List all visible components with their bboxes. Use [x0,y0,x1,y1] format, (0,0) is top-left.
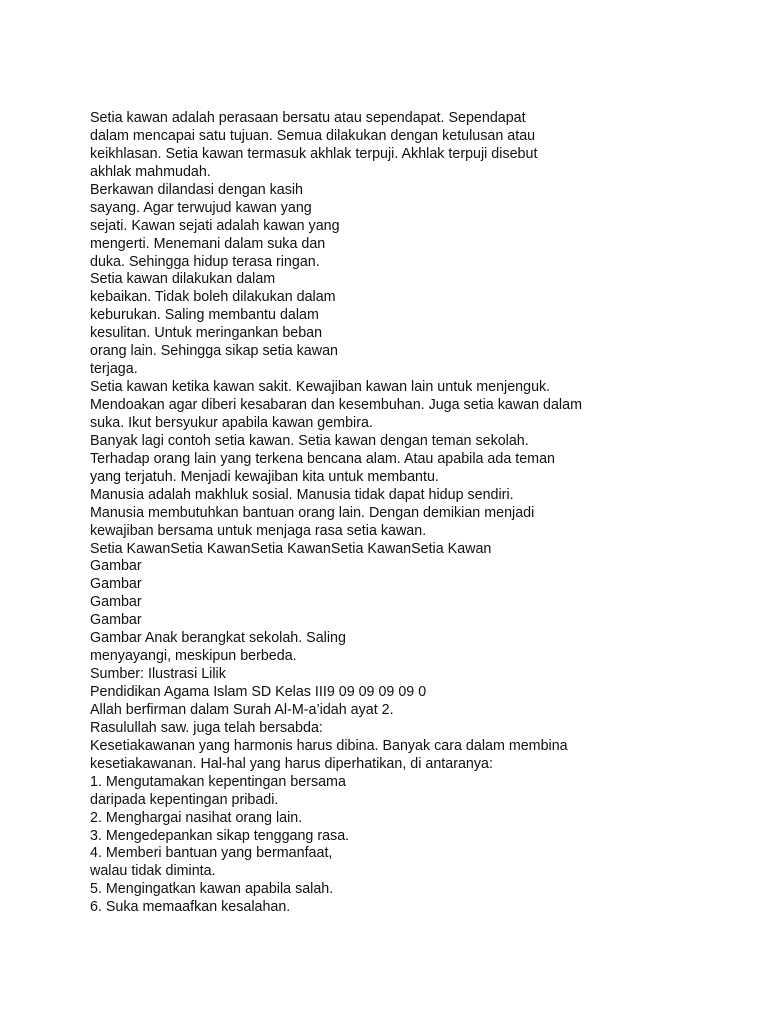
text-line: 6. Suka memaafkan kesalahan. [90,899,291,916]
text-line: 3. Mengedepankan sikap tenggang rasa. [90,827,350,844]
text-line: suka. Ikut bersyukur apabila kawan gembira. [90,414,373,431]
text-line: dalam mencapai satu tujuan. Semua dilakukan dengan ketulusan atau [90,127,536,144]
text-line: walau tidak diminta. [90,863,216,880]
text-line: Gambar Anak berangkat sekolah. Saling [90,630,346,647]
text-line: sayang. Agar terwujud kawan yang [90,199,312,216]
text-line: terjaga. [90,361,138,378]
text-line: 5. Mengingatkan kawan apabila salah. [90,881,334,898]
text-line: Manusia membutuhkan bantuan orang lain. Dengan demikian menjadi [90,504,535,521]
text-line: Gambar [90,576,142,593]
text-line: Setia KawanSetia KawanSetia KawanSetia KawanSetia Kawan [90,540,492,557]
text-line: Gambar [90,594,142,611]
text-line: 4. Memberi bantuan yang bermanfaat, [90,845,333,862]
text-line: Allah berfirman dalam Surah Al-M-a’idah ayat 2. [90,701,394,718]
text-line: Sumber: Ilustrasi Lilik [90,666,226,683]
document-text [90,110,730,917]
text-line: Gambar [90,558,142,575]
text-line: keikhlasan. Setia kawan termasuk akhlak terpuji. Akhlak terpuji disebut [90,145,538,162]
text-line: sejati. Kawan sejati adalah kawan yang [90,217,340,234]
text-line: Manusia adalah makhluk sosial. Manusia tidak dapat hidup sendiri. [90,486,514,503]
text-line: Setia kawan dilakukan dalam [90,271,276,288]
text-line: Pendidikan Agama Islam SD Kelas III9 09 09 09 09 0 [90,684,427,700]
text-line: daripada kepentingan pribadi. [90,791,279,808]
text-line: kesetiakawanan. Hal-hal yang harus diperhatikan, di antaranya: [90,755,493,772]
text-line: kesulitan. Untuk meringankan beban [90,325,323,342]
text-line: orang lain. Sehingga sikap setia kawan [90,343,338,360]
text-line: Banyak lagi contoh setia kawan. Setia kawan dengan teman sekolah. [90,432,529,449]
text-line: menyayangi, meskipun berbeda. [90,648,297,665]
text-line: Setia kawan adalah perasaan bersatu atau sependapat. Sependapat [90,110,526,126]
text-line: akhlak mahmudah. [90,163,211,180]
text-line: Rasulullah saw. juga telah bersabda: [90,719,323,736]
text-line: keburukan. Saling membantu dalam [90,307,319,324]
text-line: Terhadap orang lain yang terkena bencana alam. Atau apabila ada teman [90,450,555,467]
text-line: Berkawan dilandasi dengan kasih [90,181,304,198]
text-line: Setia kawan ketika kawan sakit. Kewajiban kawan lain untuk menjenguk. [90,379,551,396]
text-line: yang terjatuh. Menjadi kewajiban kita untuk membantu. [90,468,439,485]
text-line: duka. Sehingga hidup terasa ringan. [90,253,320,270]
text-line: kewajiban bersama untuk menjaga rasa setia kawan. [90,522,427,539]
text-line: Mendoakan agar diberi kesabaran dan kesembuhan. Juga setia kawan dalam [90,397,582,413]
text-line: kebaikan. Tidak boleh dilakukan dalam [90,289,336,306]
text-line: 1. Mengutamakan kepentingan bersama [90,773,346,790]
text-line: mengerti. Menemani dalam suka dan [90,235,326,252]
text-line: Kesetiakawanan yang harmonis harus dibina. Banyak cara dalam membina [90,737,568,754]
text-line: 2. Menghargai nasihat orang lain. [90,809,303,826]
text-line: Gambar [90,612,142,629]
